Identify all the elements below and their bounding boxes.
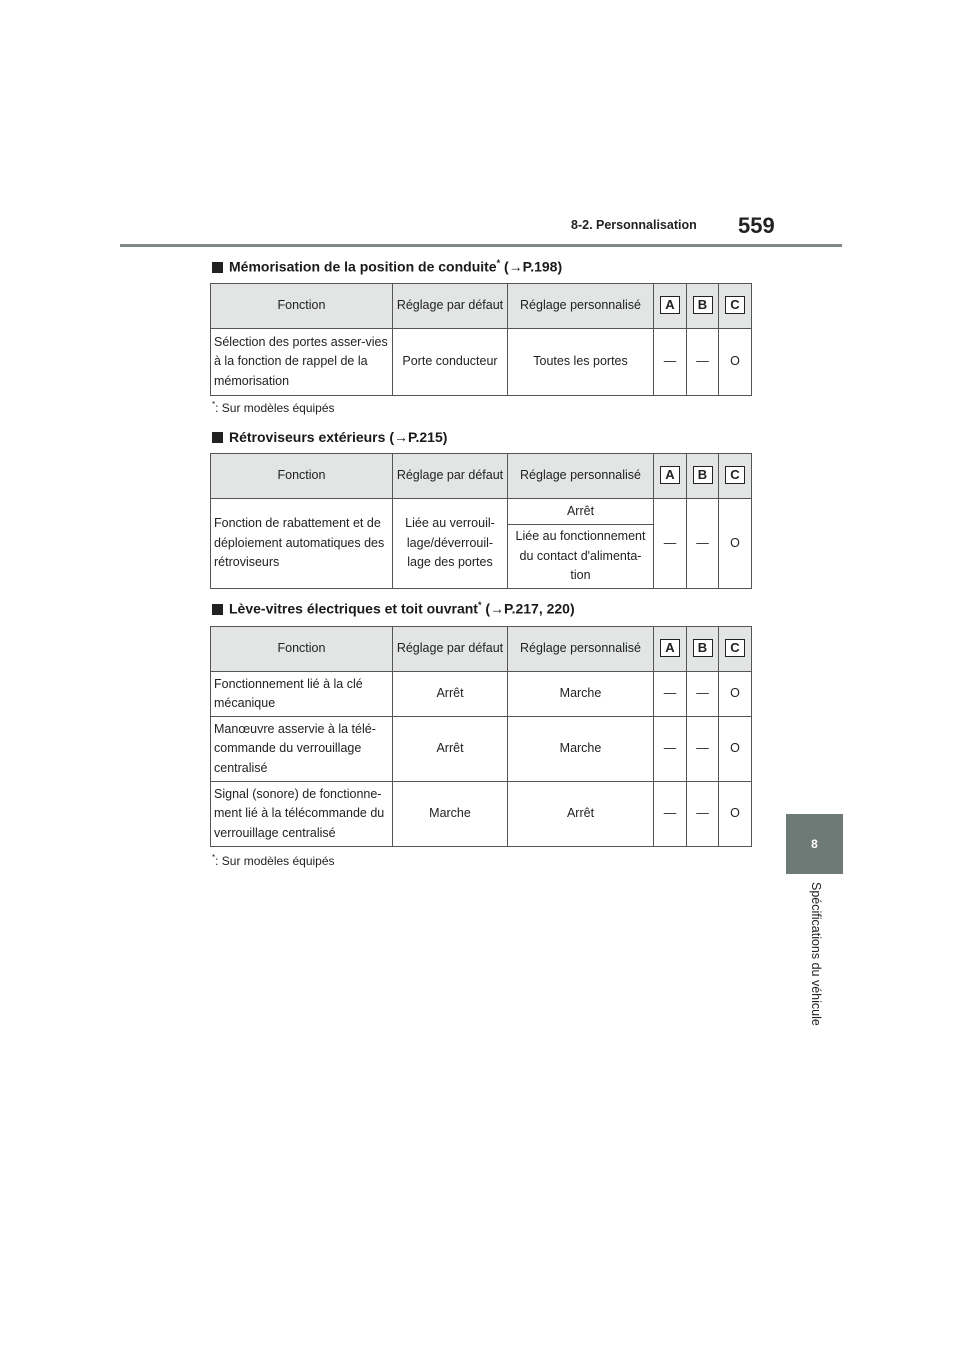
column-header: Fonction	[211, 284, 393, 329]
column-header: Réglage par défaut	[393, 627, 508, 672]
column-b-icon: B	[693, 466, 713, 484]
page-number: 559	[738, 213, 775, 238]
square-bullet-icon	[212, 432, 223, 443]
header-rule	[120, 244, 842, 247]
table-row: Liée au fonctionnement du contact d'alimenta-tion	[211, 525, 752, 589]
section-title-memorisation: Mémorisation de la position de conduite* (→P.198)	[212, 258, 562, 275]
column-header: Fonction	[211, 627, 393, 672]
square-bullet-icon	[212, 604, 223, 615]
page-reference: (→P.215)	[389, 429, 448, 445]
table-row: Sélection des portes asser-vies à la fonction de rappel de la mémorisation Porte conducteur Toutes les portes — — O	[211, 329, 752, 396]
column-c-icon: C	[725, 466, 745, 484]
table-memorisation	[210, 283, 752, 396]
column-header: Fonction	[211, 454, 393, 499]
column-a-icon: A	[660, 639, 680, 657]
table-row: Fonction de rabattement et de déploiement automatiques des rétroviseurs Liée au verrouil-lage/déverrouil-lage des portes Arrêt — — O	[211, 499, 752, 525]
chapter-tab: 8	[786, 814, 843, 874]
section-title-retroviseurs: Rétroviseurs extérieurs (→P.215)	[212, 429, 447, 445]
page-reference: (→P.198)	[504, 258, 563, 275]
column-header: Réglage personnalisé	[508, 284, 654, 329]
column-a-icon: A	[660, 466, 680, 484]
column-a-icon: A	[660, 296, 680, 314]
table-row: Signal (sonore) de fonctionne-ment lié à la télécommande du verrouillage centralisé Marche Arrêt — — O	[211, 782, 752, 847]
table-retroviseurs	[210, 453, 752, 589]
table-row: Fonctionnement lié à la clé mécanique Arrêt Marche — — O	[211, 672, 752, 717]
column-header: Réglage personnalisé	[508, 454, 654, 499]
table-row: Manœuvre asservie à la télé-commande du verrouillage centralisé Arrêt Marche — — O	[211, 717, 752, 782]
chapter-label: Spécifications du véhicule	[809, 882, 823, 1026]
column-c-icon: C	[725, 639, 745, 657]
section-header: 8-2. Personnalisation	[571, 218, 697, 232]
column-b-icon: B	[693, 296, 713, 314]
column-header: Réglage personnalisé	[508, 627, 654, 672]
column-c-icon: C	[725, 296, 745, 314]
column-b-icon: B	[693, 639, 713, 657]
column-header: Réglage par défaut	[393, 284, 508, 329]
page-reference: (→P.217, 220)	[485, 600, 575, 617]
section-title-leve-vitres: Lève-vitres électriques et toit ouvrant* (→P.217, 220)	[212, 600, 575, 617]
column-header: Réglage par défaut	[393, 454, 508, 499]
footnote: *: Sur modèles équipés	[212, 853, 335, 868]
table-leve-vitres	[210, 626, 752, 847]
footnote: *: Sur modèles équipés	[212, 400, 335, 415]
square-bullet-icon	[212, 262, 223, 273]
